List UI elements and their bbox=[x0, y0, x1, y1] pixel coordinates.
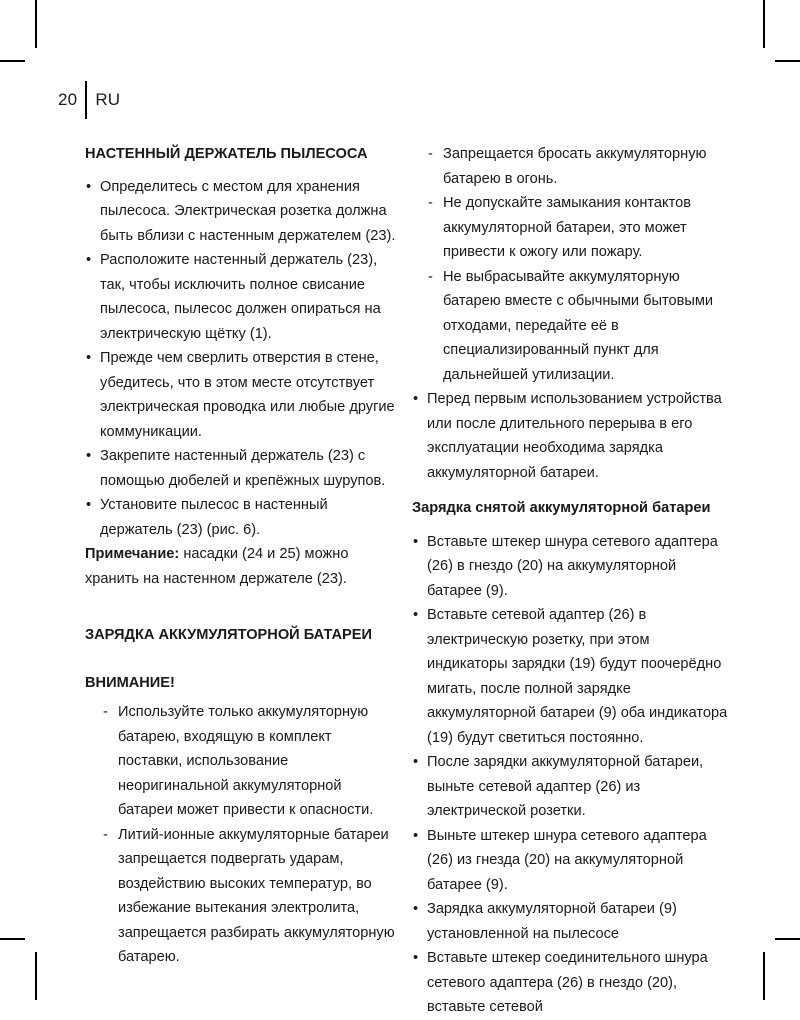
left-column bbox=[85, 142, 397, 970]
charging-steps-list bbox=[412, 530, 730, 1020]
list-item: - Запрещается бросать аккумуляторную батарею в огонь. bbox=[426, 142, 730, 191]
list-item: • Установите пылесос в настенный держатель (23) (рис. 6). bbox=[85, 493, 397, 542]
first-use-list bbox=[412, 387, 730, 485]
list-item: • Прежде чем сверлить отверстия в стене, убедитесь, что в этом месте отсутствует электрическая проводка или любые другие коммуникации. bbox=[85, 346, 397, 444]
list-item: - Литий-ионные аккумуляторные батареи запрещается подвергать ударам, воздействию высоких температур, во избежание вытекания электролита, запрещается разбирать аккумуляторную батарею. bbox=[101, 823, 397, 970]
crop-mark bbox=[0, 938, 25, 940]
crop-mark bbox=[775, 60, 800, 62]
list-item: • Закрепите настенный держатель (23) с помощью дюбелей и крепёжных шурупов. bbox=[85, 444, 397, 493]
list-item: • Вставьте штекер шнура сетевого адаптера (26) в гнездо (20) на аккумуляторной батарее (9). bbox=[412, 530, 730, 604]
warning-list bbox=[85, 700, 397, 970]
page-header bbox=[58, 80, 120, 120]
crop-mark bbox=[763, 952, 765, 1000]
section-title-charging: ЗАРЯДКА АККУМУЛЯТОРНОЙ БАТАРЕИ bbox=[85, 627, 372, 643]
warning-list-continued bbox=[412, 142, 730, 387]
right-column bbox=[412, 142, 730, 1020]
section-title-wall-holder: НАСТЕННЫЙ ДЕРЖАТЕЛЬ ПЫЛЕСОСА bbox=[85, 146, 368, 162]
crop-mark bbox=[0, 60, 25, 62]
list-item: - Используйте только аккумуляторную батарею, входящую в комплект поставки, использование неоригинальной аккумуляторной батареи может привести к опасности. bbox=[101, 700, 397, 823]
list-item: • Зарядка аккумуляторной батареи (9) установленной на пылесосе bbox=[412, 897, 730, 946]
list-item: • Вставьте штекер соединительного шнура сетевого адаптера (26) в гнездо (20), вставьте сетевой bbox=[412, 946, 730, 1020]
list-item: • Определитесь с местом для хранения пылесоса. Электрическая розетка должна быть вблизи с настенным держателем (23). bbox=[85, 175, 397, 249]
list-item: • Выньте штекер шнура сетевого адаптера (26) из гнезда (20) на аккумуляторной батарее (9). bbox=[412, 824, 730, 898]
subsection-title-charging-removed: Зарядка снятой аккумуляторной батареи bbox=[412, 500, 711, 516]
list-item: - Не допускайте замыкания контактов аккумуляторной батареи, это может привести к ожогу или пожару. bbox=[426, 191, 730, 265]
crop-mark bbox=[35, 0, 37, 48]
note-paragraph bbox=[85, 542, 397, 591]
note-text: насадки (24 и 25) можно хранить на настенном держателе (23). bbox=[85, 546, 349, 587]
warning-title: ВНИМАНИЕ! bbox=[85, 674, 175, 691]
crop-mark bbox=[35, 952, 37, 1000]
note-label: Примечание: bbox=[85, 546, 180, 562]
list-item: • Вставьте сетевой адаптер (26) в электрическую розетку, при этом индикаторы зарядки (19) будут поочерёдно мигать, после полной зарядке аккумуляторной батареи (9) оба индикатора (19) будут светиться постоянно. bbox=[412, 603, 730, 750]
list-item: • Расположите настенный держатель (23), так, чтобы исключить полное свисание пылесоса, пылесос должен опираться на электрическую щётку (1). bbox=[85, 248, 397, 346]
list-item: • После зарядки аккумуляторной батареи, выньте сетевой адаптер (26) из электрической розетки. bbox=[412, 750, 730, 824]
language-code: RU bbox=[95, 90, 121, 109]
wall-holder-list bbox=[85, 175, 397, 543]
crop-mark bbox=[775, 938, 800, 940]
list-item: • Перед первым использованием устройства или после длительного перерыва в его эксплуатации необходима зарядка аккумуляторной батареи. bbox=[412, 387, 730, 485]
page-number: 20 bbox=[58, 90, 78, 109]
crop-mark bbox=[763, 0, 765, 48]
list-item: - Не выбрасывайте аккумуляторную батарею вместе с обычными бытовыми отходами, передайте её в специализированный пункт для дальнейшей утилизации. bbox=[426, 265, 730, 388]
